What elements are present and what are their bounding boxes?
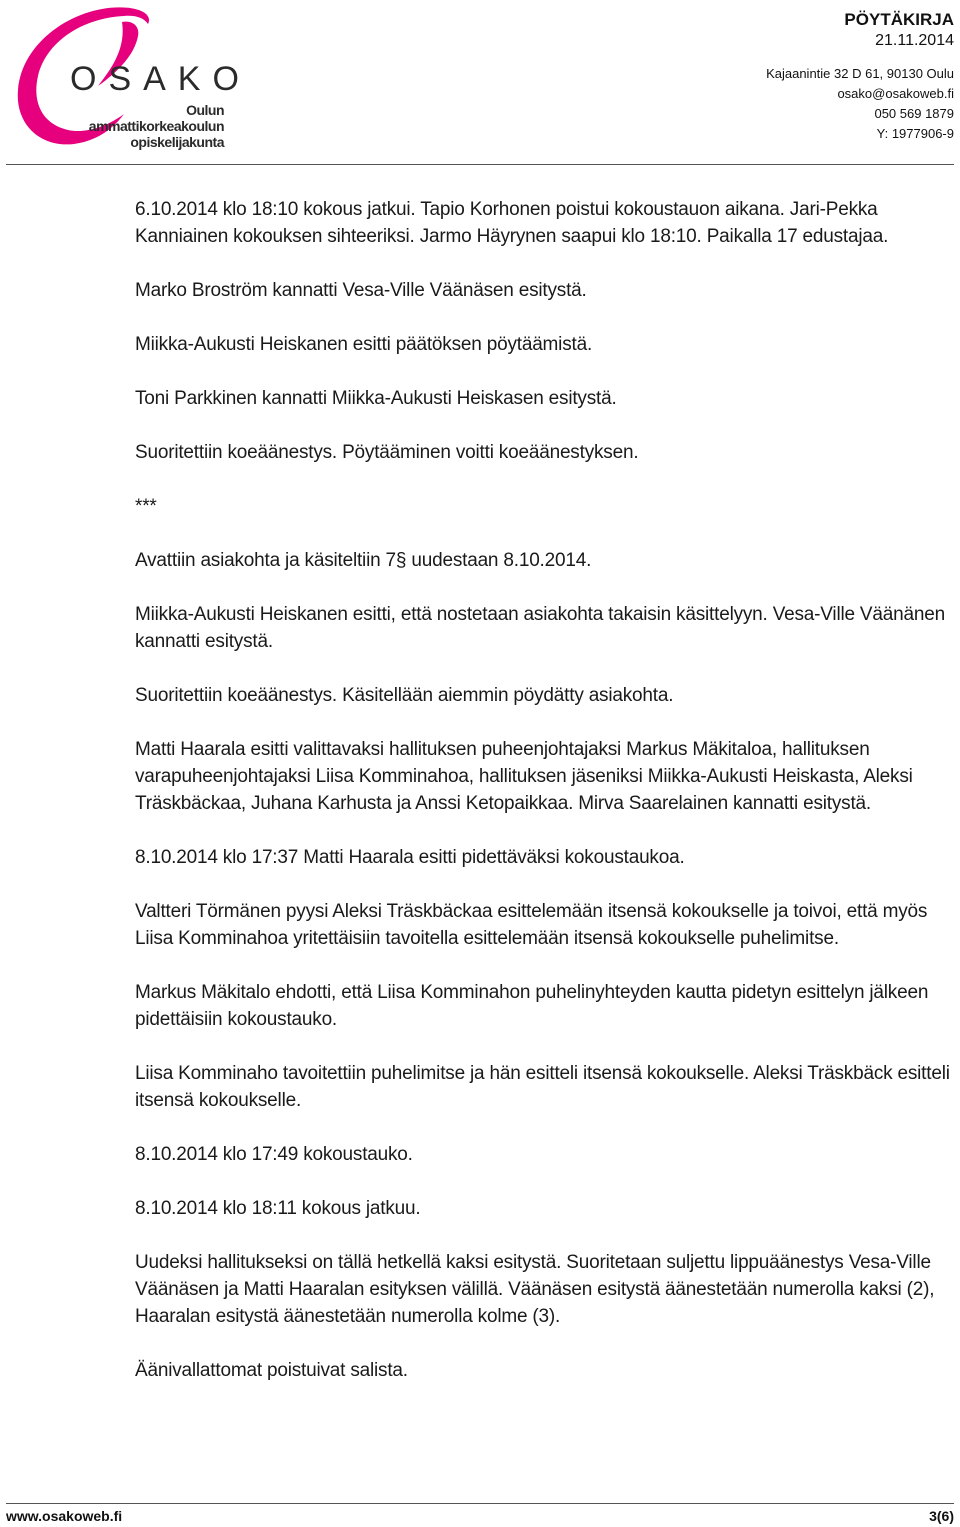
contact-block bbox=[766, 64, 954, 144]
document-type: PÖYTÄKIRJA bbox=[844, 10, 954, 29]
logo-wordmark: OSAKO bbox=[70, 60, 251, 98]
minutes-body bbox=[135, 196, 950, 1411]
paragraph: Valtteri Törmänen pyysi Aleksi Träskbäckaa esittelemään itsensä kokoukselle ja toivoi, että myös Liisa Komminahoa yritettäisiin tavoitella esittelemään itsensä kokoukselle puhelimitse. bbox=[135, 901, 928, 949]
logo-subtitle bbox=[84, 102, 224, 150]
paragraph: Liisa Komminaho tavoitettiin puhelimitse ja hän esitteli itsensä kokoukselle. Aleksi Träskbäck esitteli itsensä kokoukselle. bbox=[135, 1063, 950, 1111]
page-number: 3(6) bbox=[929, 1508, 954, 1524]
footer-website[interactable]: www.osakoweb.fi bbox=[6, 1508, 123, 1524]
paragraph: Avattiin asiakohta ja käsiteltiin 7§ uudestaan 8.10.2014. bbox=[135, 550, 592, 571]
paragraph: 8.10.2014 klo 17:37 Matti Haarala esitti pidettäväksi kokoustaukoa. bbox=[135, 847, 685, 868]
paragraph: 8.10.2014 klo 17:49 kokoustauko. bbox=[135, 1144, 413, 1165]
paragraph: Matti Haarala esitti valittavaksi hallituksen puheenjohtajaksi Markus Mäkitaloa, hallituksen varapuheenjohtajaksi Liisa Komminahoa, hallituksen jäseniksi Miikka-Aukusti Heiskasta, Aleksi Träskbäckaa, Juhana Karhusta ja Anssi Ketopaikkaa. Mirva Saarelainen kannatti esitystä. bbox=[135, 739, 913, 814]
header-divider bbox=[6, 164, 954, 165]
paragraph: Toni Parkkinen kannatti Miikka-Aukusti Heiskasen esitystä. bbox=[135, 388, 617, 409]
contact-business-id: Y: 1977906-9 bbox=[876, 126, 954, 141]
logo-subtitle-line: ammattikorkeakoulun bbox=[88, 118, 224, 134]
contact-email[interactable]: osako@osakoweb.fi bbox=[837, 86, 954, 101]
paragraph: Marko Broström kannatti Vesa-Ville Väänäsen esitystä. bbox=[135, 280, 587, 301]
paragraph: 6.10.2014 klo 18:10 kokous jatkui. Tapio Korhonen poistui kokoustauon aikana. Jari-Pekka Kanniainen kokouksen sihteeriksi. Jarmo Häyrynen saapui klo 18:10. Paikalla 17 edustajaa. bbox=[135, 199, 889, 247]
osako-logo bbox=[12, 2, 251, 152]
paragraph: Miikka-Aukusti Heiskanen esitti päätöksen pöytäämistä. bbox=[135, 334, 593, 355]
page-header bbox=[0, 0, 960, 162]
logo-subtitle-line: opiskelijakunta bbox=[130, 134, 224, 150]
paragraph: Miikka-Aukusti Heiskanen esitti, että nostetaan asiakohta takaisin käsittelyyn. Vesa-Ville Väänänen kannatti esitystä. bbox=[135, 604, 945, 652]
contact-phone: 050 569 1879 bbox=[874, 106, 954, 121]
paragraph: Suoritettiin koeäänestys. Käsitellään aiemmin pöydätty asiakohta. bbox=[135, 685, 674, 706]
contact-address: Kajaanintie 32 D 61, 90130 Oulu bbox=[766, 66, 954, 81]
document-meta bbox=[766, 10, 954, 144]
logo-subtitle-line: Oulun bbox=[186, 102, 224, 118]
document-date: 21.11.2014 bbox=[875, 32, 954, 49]
section-separator: *** bbox=[135, 496, 157, 517]
paragraph: Äänivallattomat poistuivat salista. bbox=[135, 1360, 408, 1381]
paragraph: Suoritettiin koeäänestys. Pöytääminen voitti koeäänestyksen. bbox=[135, 442, 639, 463]
paragraph: 8.10.2014 klo 18:11 kokous jatkuu. bbox=[135, 1198, 421, 1219]
footer-divider bbox=[6, 1503, 954, 1504]
paragraph: Uudeksi hallitukseksi on tällä hetkellä kaksi esitystä. Suoritetaan suljettu lippuäänestys Vesa-Ville Väänäsen ja Matti Haaralan esityksen välillä. Väänäsen esitystä äänestetään numerolla kaksi (2), Haaralan esitystä äänestetään numerolla kolme (3). bbox=[135, 1252, 935, 1327]
paragraph: Markus Mäkitalo ehdotti, että Liisa Komminahon puhelinyhteyden kautta pidetyn esittelyn jälkeen pidettäisiin kokoustauko. bbox=[135, 982, 929, 1030]
